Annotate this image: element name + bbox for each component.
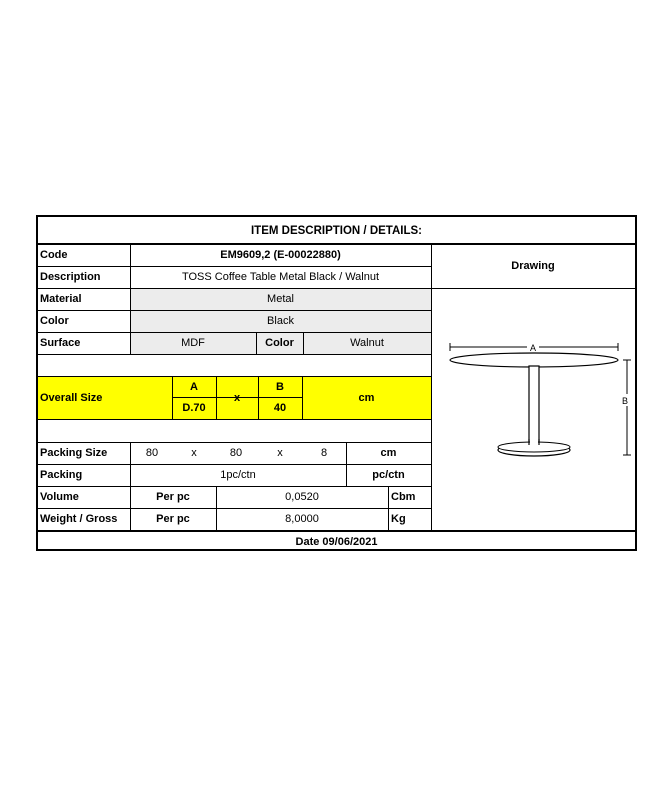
weight-per: Per pc [156, 513, 190, 525]
volume-value: 0,0520 [285, 491, 319, 503]
volume-label: Volume [40, 491, 79, 503]
surface-color-label: Color [265, 337, 294, 349]
volume-unit: Cbm [391, 491, 416, 503]
overall-size-unit: cm [358, 391, 375, 404]
weight-unit: Kg [391, 513, 406, 525]
rule [38, 354, 431, 355]
material-value: Metal [267, 293, 294, 305]
surface-label: Surface [40, 337, 81, 349]
packing-unit: pc/ctn [372, 469, 405, 481]
description-label: Description [40, 271, 101, 283]
dim-a-label: A [190, 380, 198, 393]
dimension-a [450, 341, 618, 353]
packing-label: Packing [40, 469, 83, 481]
packing-size-length: 80 [145, 447, 159, 459]
dim-b-text: B [621, 396, 629, 406]
dim-b-value: 40 [273, 402, 287, 414]
overall-size-label: Overall Size [40, 391, 103, 404]
drawing-label: Drawing [511, 260, 555, 272]
code-label: Code [40, 249, 68, 261]
packing-value: 1pc/ctn [220, 469, 256, 481]
surface-color-value: Walnut [350, 337, 384, 349]
weight-value: 8,0000 [285, 513, 319, 525]
stem-mask [530, 439, 538, 447]
dim-times: x [233, 391, 241, 404]
table-stem [529, 366, 539, 448]
date-footer: Date 09/06/2021 [295, 535, 378, 548]
dim-b-label: B [276, 380, 284, 393]
color-label: Color [40, 315, 69, 327]
description-value: TOSS Coffee Table Metal Black / Walnut [181, 271, 380, 283]
dimension-b [620, 360, 631, 455]
table-drawing [432, 289, 635, 530]
dim-a-text: A [529, 343, 537, 353]
packing-size-times: x [277, 447, 283, 459]
packing-size-width: 80 [229, 447, 243, 459]
material-label: Material [40, 293, 82, 305]
tabletop [450, 353, 618, 367]
weight-label: Weight / Gross [40, 513, 118, 525]
spec-sheet [36, 215, 637, 551]
packing-size-times: x [191, 447, 197, 459]
packing-size-label: Packing Size [40, 447, 108, 459]
volume-per: Per pc [156, 491, 190, 503]
surface-value: MDF [181, 337, 205, 349]
color-value: Black [267, 315, 294, 327]
packing-size-unit: cm [380, 447, 397, 459]
packing-size-height: 8 [320, 447, 328, 459]
sheet-title: ITEM DESCRIPTION / DETAILS: [250, 224, 422, 237]
code-value: EM9609,2 (E-00022880) [220, 249, 341, 261]
rule [38, 419, 431, 420]
dim-a-value: D.70 [182, 402, 206, 414]
